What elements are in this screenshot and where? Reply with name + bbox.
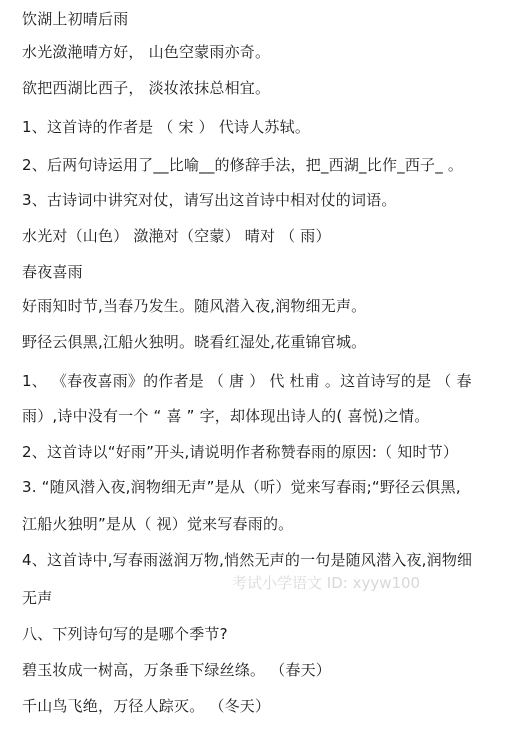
question-1-chunye-cont: 雨）,诗中没有一个 “ 喜 ” 字，却体现出诗人的( 喜悦)之情。 <box>22 407 430 425</box>
watermark: 考试小学语文 ID: xyyw100 <box>232 574 421 592</box>
question-1-chunye: 1、 《春夜喜雨》的作者是 （ 唐 ） 代 杜甫 。这首诗写的是 （ 春 <box>22 372 472 390</box>
question-2-chunye: 2、这首诗以“好雨”开头,请说明作者称赞春雨的原因:（ 知时节） <box>22 443 459 461</box>
poem-season-line: 碧玉妆成一树高，万条垂下绿丝绦。 （春天） <box>22 661 331 679</box>
poem-line: 野径云俱黑,江船火独明。晓看红湿处,花重锦官城。 <box>22 333 367 351</box>
poem-season-line: 千山鸟飞绝，万径人踪灭。 （冬天） <box>22 697 271 715</box>
question-1: 1、这首诗的作者是 （ 宋 ） 代诗人苏轼。 <box>22 118 311 136</box>
question-3-chunye: 3. “随风潜入夜,润物细无声”是从（听）觉来写春雨;“野径云俱黑, <box>22 478 461 496</box>
section-8-heading: 八、下列诗句写的是哪个季节? <box>22 625 228 643</box>
poem-line: 好雨知时节,当春乃发生。随风潜入夜,润物细无声。 <box>22 297 367 315</box>
question-4-chunye: 4、这首诗中,写春雨滋润万物,悄然无声的一句是随风潜入夜,润物细 <box>22 551 473 569</box>
question-2: 2、后两句诗运用了__比喻__的修辞手法，把_西湖_比作_西子_ 。 <box>22 156 464 174</box>
poem-line: 水光潋滟晴方好， 山色空蒙雨亦奇。 <box>22 43 271 61</box>
question-4-chunye-cont: 无声 <box>22 589 53 607</box>
question-3-chunye-cont: 江船火独明”是从（ 视）觉来写春雨的。 <box>22 515 294 533</box>
answer-3: 水光对（山色） 潋滟对（空蒙） 晴对 （ 雨） <box>22 227 331 245</box>
question-3: 3、古诗词中讲究对仗，请写出这首诗中相对仗的词语。 <box>22 191 397 209</box>
poem-line: 欲把西湖比西子， 淡妆浓抹总相宜。 <box>22 79 271 97</box>
poem-title-chunye: 春夜喜雨 <box>22 263 83 281</box>
poem-title-yinhu: 饮湖上初晴后雨 <box>22 10 129 28</box>
